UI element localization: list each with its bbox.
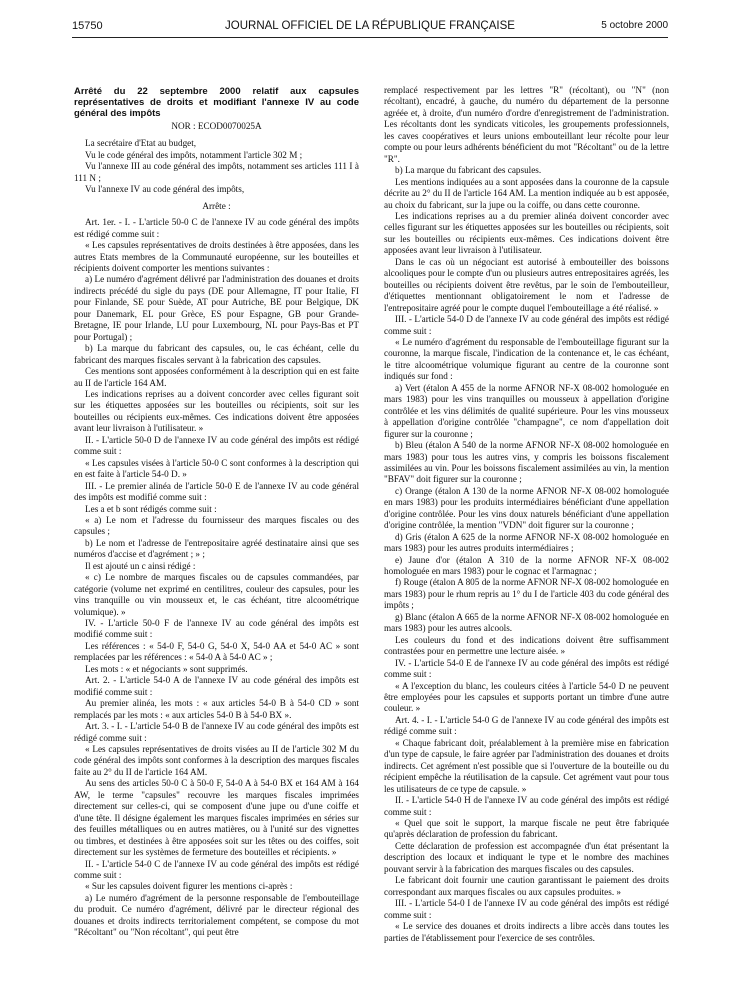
paragraph: « A l'exception du blanc, les couleurs citées à l'article 54-0 D ne peuvent être employées pour les capsules et supports portant un timbre d'une autre couleur. »: [384, 680, 669, 714]
paragraph: a) Vert (étalon A 455 de la norme AFNOR NF-X 08-002 homologuée en mars 1983) pour les vins tranquilles ou mousseux à appellation d'origine contrôlée et les vins délimités de qualité supérieure. Pour les vins mousseux à appellation d'origine contrôlée "champagne", ce nom d'appellation doit figurer sur la couronne ;: [384, 382, 669, 439]
paragraph: II. - L'article 54-0 H de l'annexe IV au code général des impôts est rédigé comme suit :: [384, 795, 669, 817]
paragraph: « Les capsules visées à l'article 50-0 C sont conformes à la description qui en est faite à l'article 54-0 D. »: [74, 457, 359, 480]
paragraph: « Les capsules représentatives de droits destinées à être apposées, dans les autres Etats membres de la Communauté européenne, sur les bouteilles et récipients doivent comporter les mentions suivantes :: [74, 240, 359, 273]
paragraph: Les indications reprises au a doivent concorder avec celles figurant soit sur les étiquettes apposées sur les bouteilles ou récipients, soit sur les bouteilles ou récipients eux-mêmes. Ces indications doivent être apposées avant leur livraison à l'utilisateur. »: [74, 388, 359, 434]
paragraph: f) Rouge (étalon A 805 de la norme AFNOR NF-X 08-002 homologuée en mars 1983) pour le rhum repris au 1° du I de l'article 403 du code général des impôts ;: [384, 577, 669, 611]
paragraph: Art. 2. - L'article 54-0 A de l'annexe IV au code général des impôts est modifié comme suit :: [74, 675, 359, 697]
paragraph: III. - Le premier alinéa de l'article 50-0 E de l'annexe IV au code général des impôts est modifié comme suit :: [74, 480, 359, 503]
paragraph: Au premier alinéa, les mots : « aux articles 54-0 B à 54-0 CD » sont remplacés par les mots : « aux articles 54-0 B à 54-0 BX ».: [74, 698, 359, 720]
right-column: [384, 85, 669, 960]
paragraph: IV. - L'article 54-0 E de l'annexe IV au code général des impôts est rédigé comme suit :: [384, 657, 669, 680]
paragraph: a) Le numéro d'agrément de la personne responsable de l'embouteillage du produit. Ce numéro d'agrément, délivré par le directeur régional des douanes et droits indirects territorialement compétent, se compose du mot "Récoltant" ou "Non récoltant", qui peut être: [74, 892, 359, 938]
paragraph: III. - L'article 54-0 I de l'annexe IV au code général des impôts est rédigé comme suit :: [384, 898, 669, 920]
decree-title: Arrêté du 22 septembre 2000 relatif aux capsules représentatives de droits et modifiant l'annexe IV au code général des impôts: [74, 86, 359, 119]
paragraph: « Chaque fabricant doit, préalablement à la première mise en fabrication d'un type de capsule, le faire agréer par l'administration des douanes et droits indirects. Cet agrément n'est possible que si l'ouverture de la bouteille ou du récipient empêche la réutilisation de la capsule. Cet agrément vaut pour tous les utilisateurs de ce type de capsule. »: [384, 737, 669, 794]
paragraph: « Les capsules représentatives de droits visées au II de l'article 302 M du code général des impôts sont conformes à la description des marques fiscales faite au 2° du II de l'article 164 AM.: [74, 744, 359, 777]
paragraph: remplacé respectivement par les lettres "R" (récoltant), ou "N" (non récoltant), encadré, à gauche, du numéro du département de la personne agréée et, à droite, d'un numéro d'ordre d'enregistrement de l'administration. Les récoltants dont les syndicats viticoles, les groupements professionnels, les caves coopératives et leurs unions embouteillant leur récolte pour leur compte ou pour leurs adhérents bénéficient du mot "Récoltant" ou de la lettre "R".: [384, 85, 669, 164]
paragraph: « Le numéro d'agrément du responsable de l'embouteillage figurant sur la couronne, la marque fiscale, l'indication de la contenance et, le cas échéant, le titre alcoométrique volumique figurant au centre de la couronne sont indiqués sur fond :: [384, 336, 669, 382]
paragraph: « Le service des douanes et droits indirects a libre accès dans toutes les parties de l'établissement pour l'exercice de ses contrôles.: [384, 921, 669, 943]
paragraph: Les mentions indiquées au a sont apposées dans la couronne de la capsule décrite au 2° du II de l'article 164 AM. La mention indiquée au b est apposée, au choix du fabricant, sur la jupe ou la coiffe, ou dans cette couronne.: [384, 176, 669, 210]
left-column: [74, 86, 359, 960]
paragraph: Le fabricant doit fournir une caution garantissant le paiement des droits correspondant aux marques fiscales ou aux capsules produites. »: [384, 875, 669, 897]
paragraph: Ces mentions sont apposées conformément à la description qui en est faite au II de l'article 164 AM.: [74, 366, 359, 388]
paragraph: b) La marque du fabricant des capsules, ou, le cas échéant, celle du fabricant des marques fiscales servant à la fabrication des capsules.: [74, 343, 359, 365]
paragraph: Art. 4. - I. - L'article 54-0 G de l'annexe IV au code général des impôts est rédigé comme suit :: [384, 714, 669, 737]
arrete-heading: Arrête :: [202, 200, 231, 211]
nor-reference: NOR : ECOD0070025A: [171, 121, 262, 131]
paragraph: b) La marque du fabricant des capsules.: [395, 165, 542, 176]
paragraph: Dans le cas où un négociant est autorisé à embouteiller des boissons alcooliques pour le compte d'un ou plusieurs autres entrepositaires agréés, les bouteilles ou récipients doivent être revêtus, par le soin de l'embouteilleur, d'étiquettes mentionnant obligatoirement le nom et l'adresse de l'entrepositaire agréé pour le compte duquel l'embouteillage a été réalisé. »: [384, 256, 669, 313]
paragraph: Il est ajouté un c ainsi rédigé :: [85, 560, 196, 571]
paragraph: Les références : « 54-0 F, 54-0 G, 54-0 X, 54-0 AA et 54-0 AC » sont remplacées par les références : « 54-0 A à 54-0 AC » ;: [74, 640, 359, 663]
paragraph: Art. 3. - I. - L'article 54-0 B de l'annexe IV au code général des impôts est rédigé comme suit :: [74, 721, 359, 743]
paragraph: Les couleurs du fond et des indications doivent être suffisamment contrastées pour en permettre une lecture aisée. »: [384, 634, 669, 657]
paragraph: g) Blanc (étalon A 665 de la norme AFNOR NF-X 08-002 homologuée en mars 1983) pour les autres alcools.: [384, 611, 669, 634]
paragraph: b) Bleu (étalon A 540 de la norme AFNOR NF-X 08-002 homologuée en mars 1983) pour tous les autres vins, y compris les boissons fiscalement assimilées au vin. Pour les boissons fiscalement assimilées au vin, la mention "BFAV" doit figurer sur la couronne ;: [384, 440, 669, 485]
paragraph: « Sur les capsules doivent figurer les mentions ci-après :: [85, 881, 293, 892]
paragraph: Au sens des articles 50-0 C à 50-0 F, 54-0 A à 54-0 BX et 164 AM à 164 AW, le terme "capsules" recouvre les marques fiscales imprimées directement sur celles-ci, qui se composent d'une jupe ou d'une coiffe et d'une tête. Il désigne également les marques fiscales imprimées en séries sur des feuilles métalliques ou en autres matières, ou à l'unité sur des vignettes ou timbres, et destinées à être apposées soit sur les têtes ou des coiffes, soit directement sur les systèmes de fermeture des bouteilles et récipients. »: [74, 778, 359, 858]
publication-date: 5 octobre 2000: [601, 20, 668, 31]
paragraph: « c) Le nombre de marques fiscales ou de capsules commandées, par catégorie (volume net exprimé en centilitres, couleur des capsules, pour les vins tranquille ou vin mousseux et, le cas échéant, titre alcoométrique volumique). »: [74, 572, 359, 617]
paragraph: Art. 1er. - I. - L'article 50-0 C de l'annexe IV au code général des impôts est rédigé comme suit :: [74, 217, 359, 239]
paragraph: « Quel que soit le support, la marque fiscale ne peut être fabriquée qu'après déclaration de profession du fabricant.: [384, 818, 669, 840]
paragraph: II. - L'article 54-0 C de l'annexe IV au code général des impôts est rédigé comme suit :: [74, 858, 359, 880]
paragraph: d) Gris (étalon A 625 de la norme AFNOR NF-X 08-002 homologuée en mars 1983) pour les autres produits intermédiaires ;: [384, 531, 669, 554]
page-header: [72, 20, 668, 36]
paragraph: II. - L'article 50-0 D de l'annexe IV au code général des impôts est rédigé comme suit :: [74, 434, 359, 457]
paragraph: b) Le nom et l'adresse de l'entrepositaire agréé destinataire ainsi que ses numéros d'accise et d'agrément ; » ;: [74, 537, 359, 560]
paragraph: Les a et b sont rédigés comme suit :: [85, 503, 217, 514]
paragraph: IV. - L'article 50-0 F de l'annexe IV au code général des impôts est modifié comme suit :: [74, 618, 359, 640]
paragraph: c) Orange (étalon A 130 de la norme AFNOR NF-X 08-002 homologuée en mars 1983) pour les produits intermédiaires bénéficiant d'une appellation d'origine contrôlée. Pour les vins doux naturels bénéficiant d'une appellation d'origine contrôlée, la mention "VDN" doit figurer sur la couronne ;: [384, 485, 669, 531]
paragraph: « a) Le nom et l'adresse du fournisseur des marques fiscales ou des capsules ;: [74, 514, 359, 537]
header-rule: [72, 37, 668, 38]
paragraph: Vu l'annexe III au code général des impôts, notamment ses articles 111 I à 111 N ;: [74, 161, 359, 183]
paragraph: Cette déclaration de profession est accompagnée d'un état présentant la description des locaux et indiquant le type et le nombre des machines pouvant servir à la fabrication des marques fiscales ou des capsules.: [384, 840, 669, 874]
paragraph: Vu l'annexe IV au code général des impôts,: [85, 184, 245, 195]
paragraph: III. - L'article 54-0 D de l'annexe IV au code général des impôts est rédigé comme suit :: [384, 314, 669, 336]
paragraph: Vu le code général des impôts, notamment l'article 302 M ;: [85, 149, 303, 160]
paragraph: a) Le numéro d'agrément délivré par l'administration des douanes et droits indirects précédé du sigle du pays (DE pour Allemagne, IT pour Italie, FI pour Finlande, SE pour Suède, AT pour Autriche, BE pour Belgique, DK pour Danemark, EL pour Grèce, ES pour Espagne, GB pour Grande-Bretagne, IE pour Irlande, LU pour Luxembourg, NL pour Pays-Bas et PT pour Portugal) ;: [74, 274, 359, 342]
paragraph: Les indications reprises au a du premier alinéa doivent concorder avec celles figurant sur les étiquettes apposées sur les bouteilles ou récipients, soit sur les bouteilles ou récipients eux-mêmes. Ces indications doivent être apposées avant leur livraison à l'utilisateur.: [384, 210, 669, 256]
paragraph: Les mots : « et négociants » sont supprimés.: [85, 663, 248, 674]
paragraph: e) Jaune d'or (étalon A 310 de la norme AFNOR NF-X 08-002 homologuée en mars 1983) pour le cognac et l'armagnac ;: [384, 554, 669, 577]
page-number: 15750: [72, 20, 103, 32]
paragraph: La secrétaire d'Etat au budget,: [85, 138, 197, 149]
journal-title: JOURNAL OFFICIEL DE LA RÉPUBLIQUE FRANÇAISE: [225, 20, 515, 32]
